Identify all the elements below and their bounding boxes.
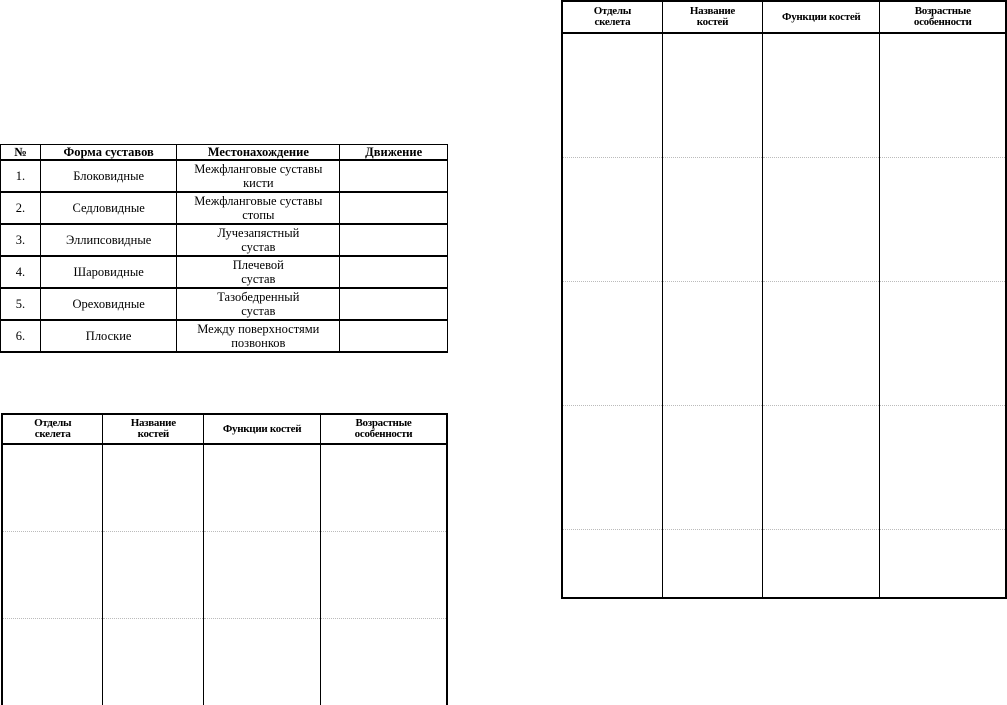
table-row [1, 288, 448, 320]
header-bone-names [662, 1, 762, 33]
row-number: 6. [1, 320, 41, 352]
blank-cell[interactable] [562, 158, 662, 282]
header-line: Отделы [594, 5, 631, 17]
joints-table [0, 144, 448, 353]
blank-cell[interactable] [662, 530, 762, 599]
joints-header-row [1, 145, 448, 161]
movement-cell [340, 224, 448, 256]
header-number: № [1, 145, 41, 161]
blank-cell[interactable] [763, 530, 880, 599]
movement-cell [340, 192, 448, 224]
blank-cell[interactable] [2, 444, 103, 532]
table-row [562, 282, 1006, 406]
location-line: кисти [243, 176, 273, 190]
table-row [1, 160, 448, 192]
location-line: Тазобедренный [217, 290, 299, 304]
movement-cell [340, 160, 448, 192]
blank-cell[interactable] [204, 619, 321, 705]
joint-location [177, 256, 340, 288]
header-bone-functions [204, 414, 321, 444]
location-line: Межфланговые суставы [194, 194, 322, 208]
header-line: скелета [595, 16, 631, 28]
location-line: Плечевой [233, 258, 284, 272]
header-location: Местонахождение [177, 145, 340, 161]
location-line: Межфланговые суставы [194, 162, 322, 176]
skeleton-header-row [562, 1, 1006, 33]
blank-cell[interactable] [880, 406, 1006, 530]
blank-cell[interactable] [204, 444, 321, 532]
blank-cell[interactable] [562, 406, 662, 530]
blank-cell[interactable] [204, 532, 321, 619]
header-line: Возрастные [355, 417, 411, 429]
blank-cell[interactable] [103, 444, 204, 532]
header-line: Функции костей [782, 11, 860, 23]
blank-cell[interactable] [320, 444, 447, 532]
table-row [2, 619, 447, 705]
joint-form: Ореховидные [40, 288, 176, 320]
header-line: Возрастные [915, 5, 971, 17]
row-number: 5. [1, 288, 41, 320]
blank-cell[interactable] [662, 33, 762, 158]
header-skeleton-sections [2, 414, 103, 444]
table-row [562, 158, 1006, 282]
location-line: Лучезапястный [217, 226, 299, 240]
header-skeleton-sections [562, 1, 662, 33]
table-row [562, 406, 1006, 530]
header-joint-form: Форма суставов [40, 145, 176, 161]
table-row [562, 530, 1006, 599]
blank-cell[interactable] [562, 282, 662, 406]
table-row [2, 444, 447, 532]
table-row [2, 532, 447, 619]
row-number: 1. [1, 160, 41, 192]
joint-location [177, 288, 340, 320]
blank-cell[interactable] [763, 282, 880, 406]
table-row [1, 224, 448, 256]
location-line: позвонков [231, 336, 285, 350]
location-line: стопы [242, 208, 274, 222]
skeleton-table-bottom [1, 413, 448, 705]
header-line: Название [690, 5, 735, 17]
blank-cell[interactable] [880, 33, 1006, 158]
joint-form: Седловидные [40, 192, 176, 224]
header-movement: Движение [340, 145, 448, 161]
joint-form: Плоские [40, 320, 176, 352]
blank-cell[interactable] [103, 619, 204, 705]
blank-cell[interactable] [103, 532, 204, 619]
header-bone-names [103, 414, 204, 444]
blank-cell[interactable] [880, 158, 1006, 282]
header-line: костей [697, 16, 728, 28]
joint-form: Шаровидные [40, 256, 176, 288]
table-row [1, 320, 448, 352]
header-line: Название [131, 417, 176, 429]
location-line: Между поверхностями [197, 322, 319, 336]
joint-location [177, 160, 340, 192]
blank-cell[interactable] [662, 406, 762, 530]
blank-cell[interactable] [562, 530, 662, 599]
header-line: костей [138, 428, 169, 440]
joint-location [177, 320, 340, 352]
blank-cell[interactable] [763, 406, 880, 530]
movement-cell [340, 320, 448, 352]
header-bone-functions [763, 1, 880, 33]
table-row [562, 33, 1006, 158]
joint-form: Эллипсовидные [40, 224, 176, 256]
blank-cell[interactable] [2, 532, 103, 619]
row-number: 2. [1, 192, 41, 224]
blank-cell[interactable] [2, 619, 103, 705]
blank-cell[interactable] [662, 158, 762, 282]
header-age-features [880, 1, 1006, 33]
blank-cell[interactable] [662, 282, 762, 406]
row-number: 4. [1, 256, 41, 288]
header-line: Функции костей [223, 423, 301, 435]
header-line: скелета [35, 428, 71, 440]
blank-cell[interactable] [763, 33, 880, 158]
header-line: особенности [914, 16, 972, 28]
blank-cell[interactable] [320, 619, 447, 705]
table-row [1, 256, 448, 288]
table-row [1, 192, 448, 224]
blank-cell[interactable] [880, 530, 1006, 599]
location-line: сустав [241, 272, 275, 286]
location-line: сустав [241, 240, 275, 254]
joint-location [177, 224, 340, 256]
header-age-features [320, 414, 447, 444]
movement-cell [340, 256, 448, 288]
blank-cell[interactable] [763, 158, 880, 282]
blank-cell[interactable] [562, 33, 662, 158]
movement-cell [340, 288, 448, 320]
header-line: Отделы [34, 417, 71, 429]
skeleton-header-row [2, 414, 447, 444]
blank-cell[interactable] [320, 532, 447, 619]
joint-form: Блоковидные [40, 160, 176, 192]
location-line: сустав [241, 304, 275, 318]
joint-location [177, 192, 340, 224]
skeleton-table-right [561, 0, 1007, 599]
row-number: 3. [1, 224, 41, 256]
blank-cell[interactable] [880, 282, 1006, 406]
header-line: особенности [355, 428, 413, 440]
